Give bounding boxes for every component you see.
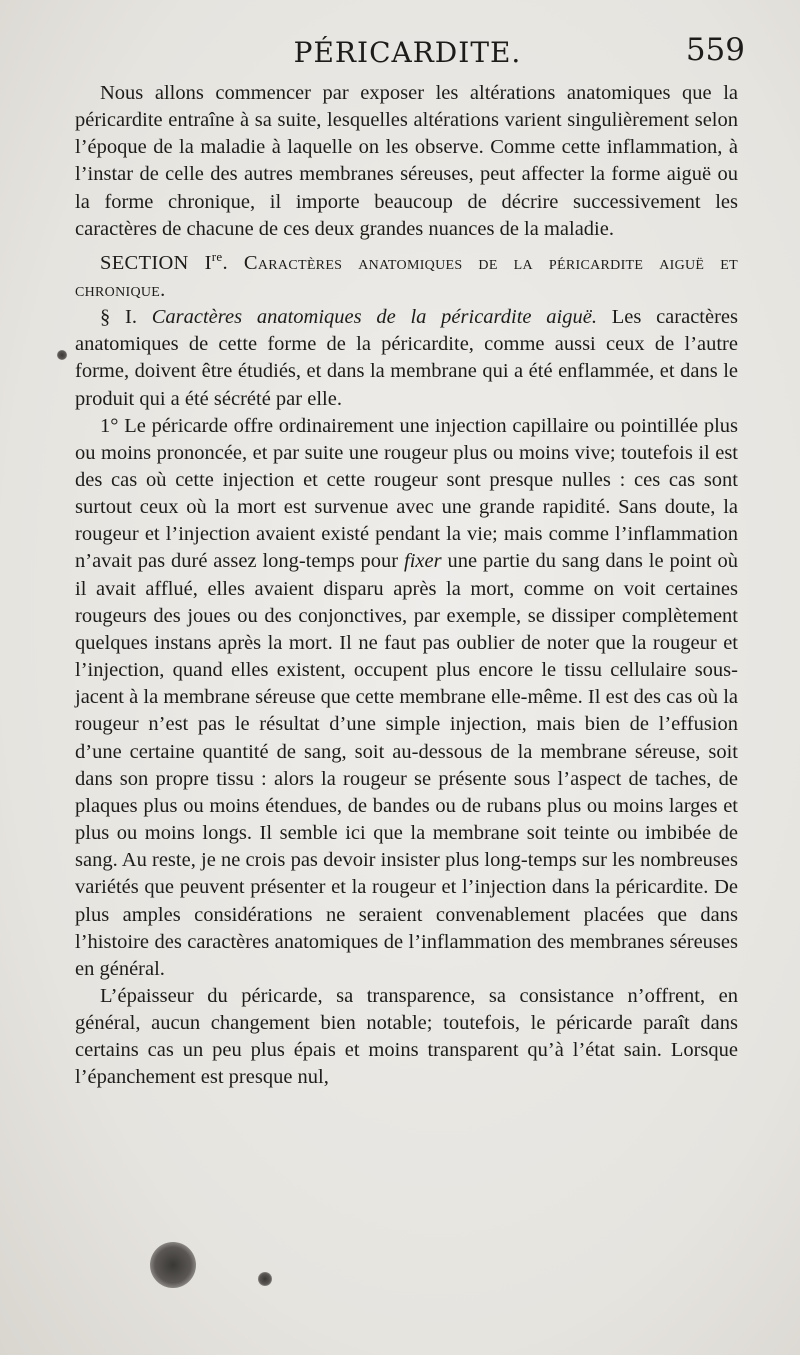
margin-speck bbox=[57, 350, 67, 360]
paragraph-epaisseur: L’épaisseur du péricarde, sa transparence, sa consistance n’offrent, en général, aucun changement bien notable; toutefois, le péricarde paraît dans certains cas un peu plus épais et moins transparent qu’à l’état sain. Lorsque l’épanchement est presque nul, bbox=[75, 984, 738, 1089]
page-number: 559 bbox=[685, 32, 745, 68]
emphasis-fixer: fixer bbox=[404, 550, 442, 573]
paragraph-mark: § I. bbox=[100, 306, 137, 329]
subsection-title: Caractères anatomiques de la péricardite aiguë. bbox=[136, 306, 597, 329]
running-title: PÉRICARDITE. bbox=[293, 36, 522, 69]
paragraph-rougeur: 1° Le péricarde offre ordinairement une injection capillaire ou pointillée plus ou moins prononcée, et par suite une rougeur plus ou moins vive; toutefois il est des cas où cette injection et cette rougeur sont presque nulles : ces cas sont surtout ceux où la mort est survenue avec une grande rapidité. Sans doute, la rougeur et l’injection avaient existé pendant la vie; mais comme l’inflammation n’avait pas duré assez long-temps pour fixer une partie du sang dans le point où il avait afflué, elles avaient disparu après la mort, comme on voit certaines rougeurs des joues ou des conjonctives, par exemple, se dissiper complètement quelques instans après la mort. Il ne faut pas oublier de noter que la rougeur et l’injection, quand elles existent, occupent plus encore le tissu cellulaire sous-jacent à la membrane séreuse que cette membrane elle-même. Il est des cas où la rougeur n’est pas le résultat d’une simple injection, mais bien de l’effusion d’une certaine quantité de sang, soit au-dessous de la membrane séreuse, soit dans son propre tissu : alors la rougeur se présente sous l’aspect de taches, de plaques plus ou moins étendues, de bandes ou de rubans plus ou moins larges et plus ou moins longs. Il semble ici que la membrane soit teinte ou imbibée de sang. Au reste, je ne crois pas devoir insister plus long-temps sur les nombreuses variétés que peuvent présenter et la rougeur et l’injection dans la péricardite. De plus amples considérations ne seraient convenablement placées que dans l’histoire des caractères anatomiques de l’inflammation des membranes séreuses en général. bbox=[75, 414, 738, 980]
section-label: SECTION Ire bbox=[100, 248, 223, 274]
ink-stain bbox=[150, 1242, 196, 1288]
ink-speck bbox=[258, 1272, 272, 1286]
section-title: . Caractères anatomiques de la péricardite aiguë et chronique. bbox=[75, 251, 738, 301]
subsection-text: Les caractères anatomiques de cette forme de la péricardite, comme aussi ceux de l’autre forme, doivent être étudiés, et dans la membrane qui a été enflammée, et dans le produit qui a été sécrété par elle. bbox=[75, 306, 738, 410]
subsection-paragraph bbox=[75, 304, 738, 413]
section-heading bbox=[75, 243, 738, 304]
paragraph-intro: Nous allons commencer par exposer les altérations anatomiques que la péricardite entraîne à sa suite, lesquelles altérations varient singulièrement selon l’époque de la maladie à laquelle on les observe. Comme cette inflammation, à l’instar de celle des autres membranes séreuses, peut affecter la forme aiguë ou la forme chronique, il importe beaucoup de décrire successivement les caractères de chacune de ces deux grandes nuances de la maladie. bbox=[75, 82, 738, 240]
text-body bbox=[75, 80, 738, 1092]
subsection-heading bbox=[100, 306, 597, 328]
section-superscript: re bbox=[211, 248, 223, 264]
page-header bbox=[70, 30, 745, 74]
